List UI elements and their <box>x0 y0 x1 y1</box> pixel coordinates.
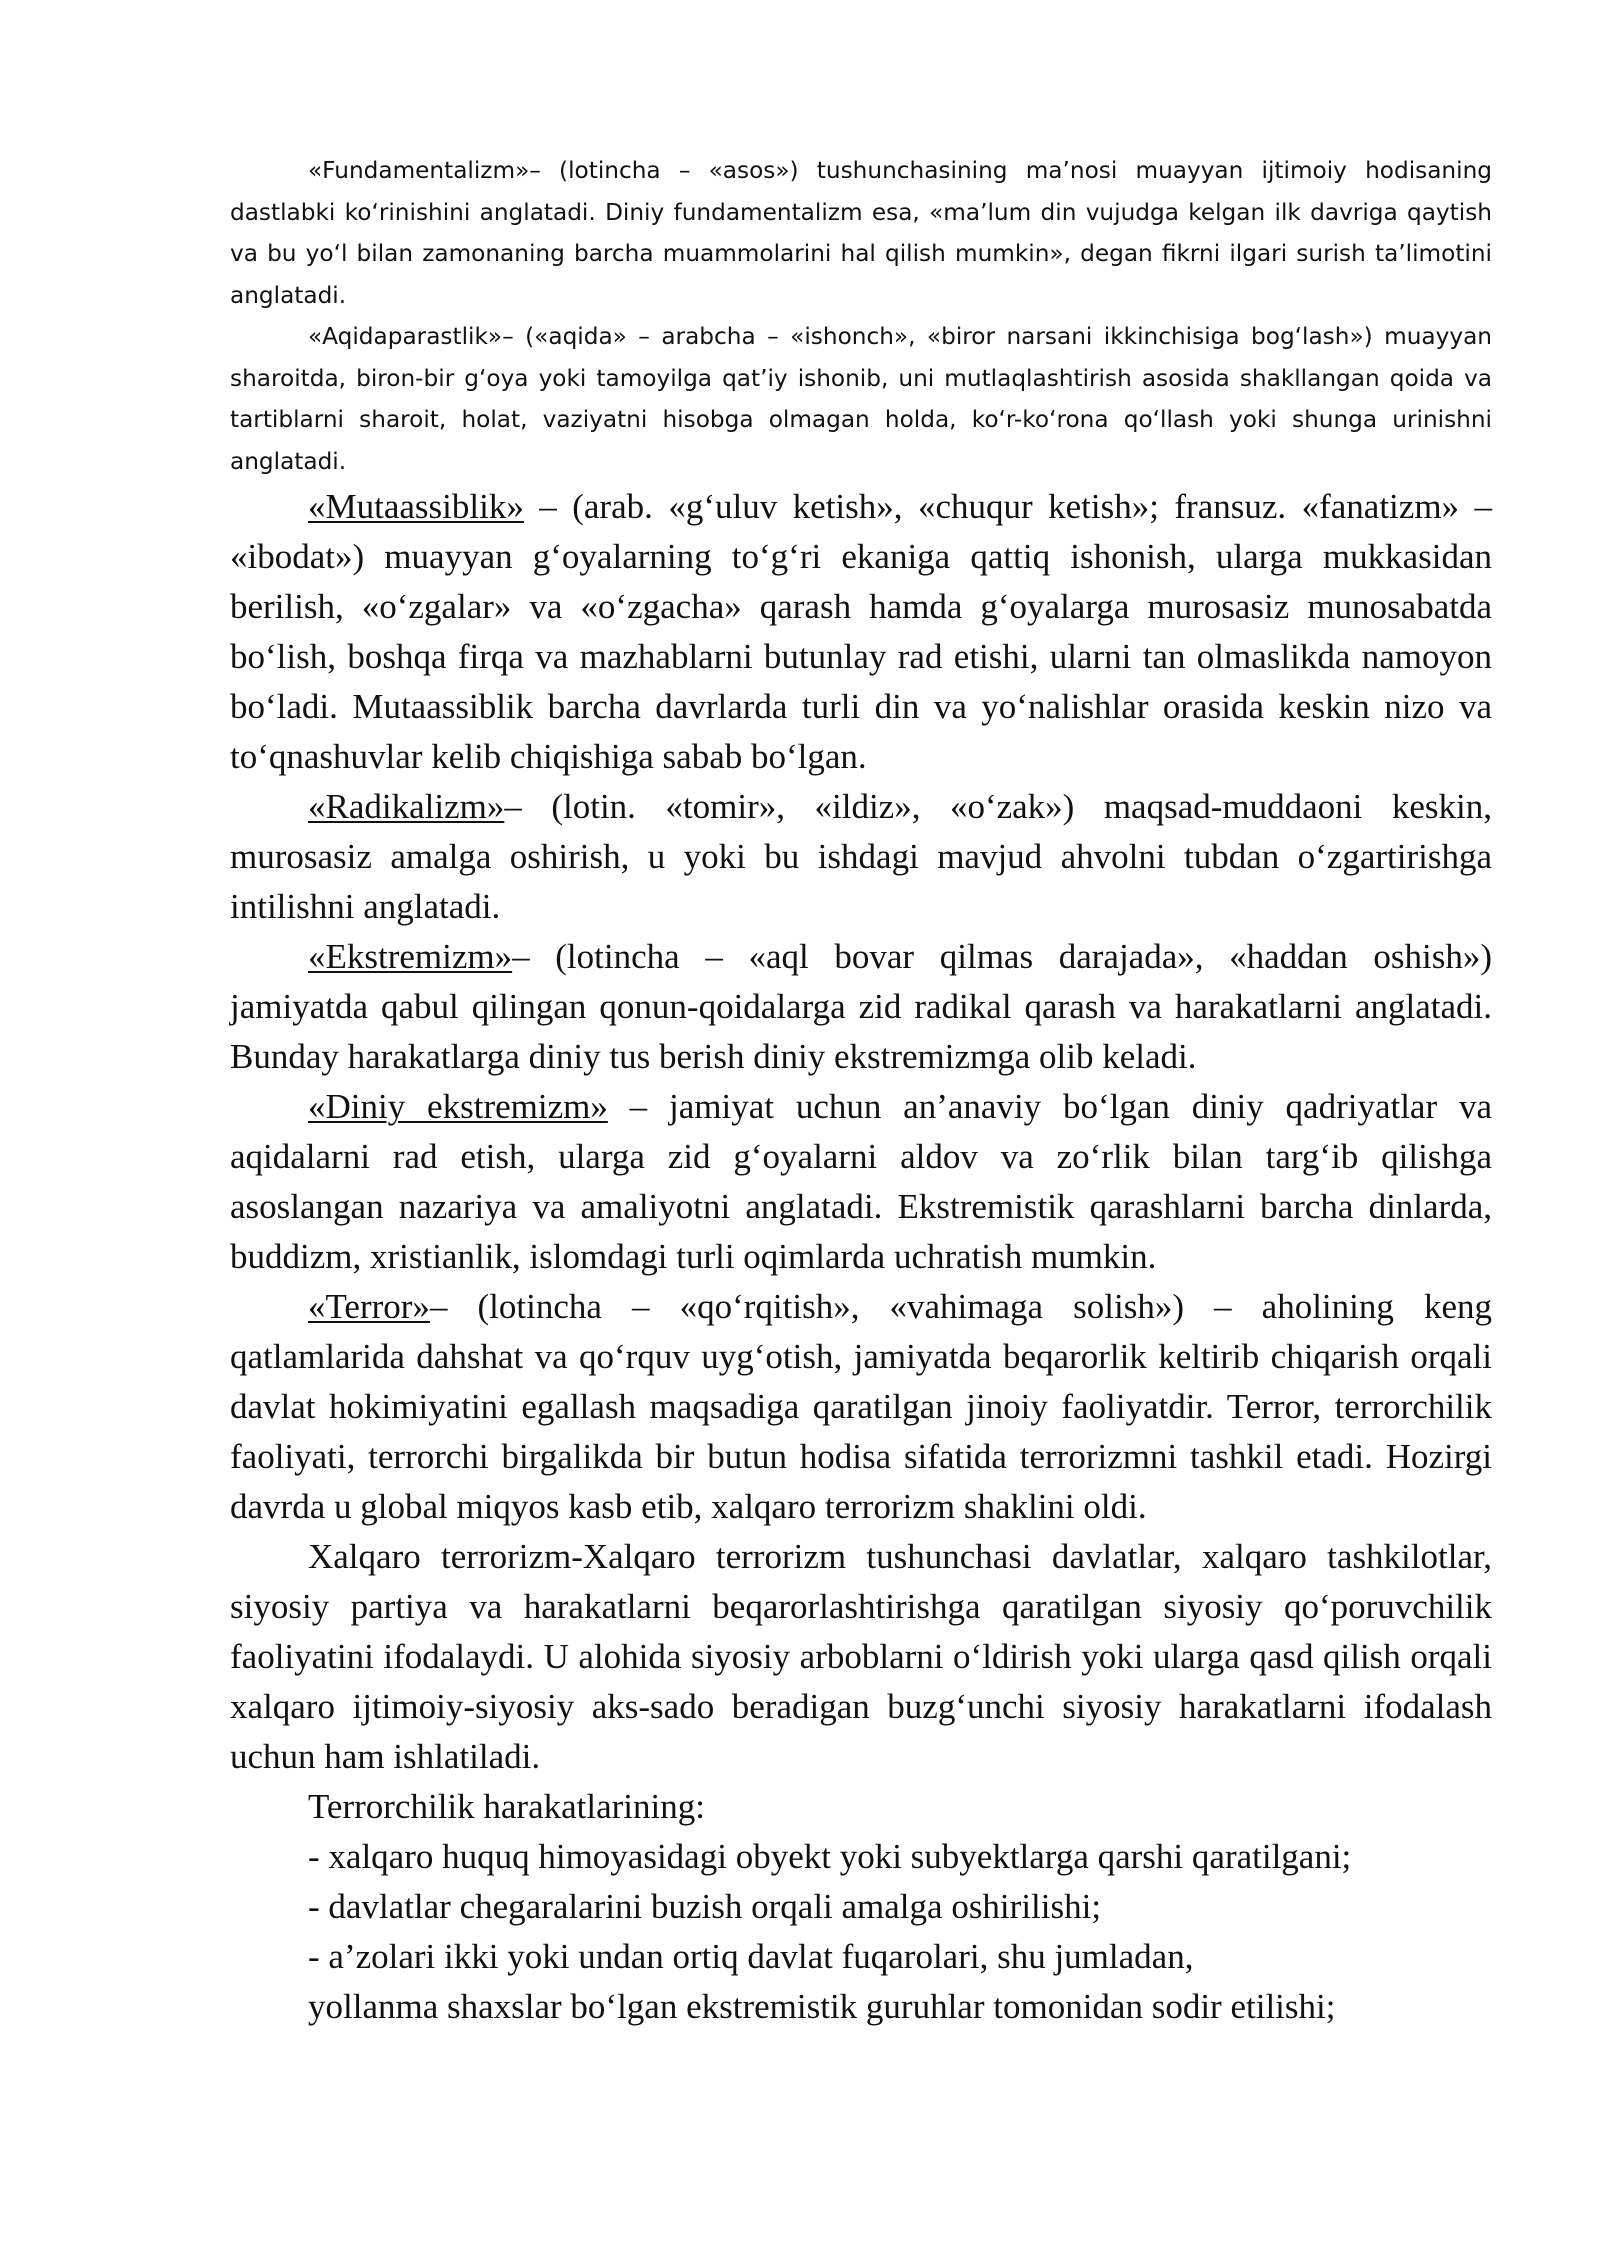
list-item: - a’zolari ikki yoki undan ortiq davlat fuqarolari, shu jumladan, <box>308 1937 1194 1976</box>
paragraph-text: – (lotin. «tomir», «ildiz», «o‘zak») maqsad-muddaoni keskin, murosasiz amalga oshirish, u yoki bu ishdagi mavjud ahvolni tubdan o‘zgartirishga intilishni anglatadi. <box>230 787 1492 926</box>
paragraph-text: «Aqidaparastlik»– («aqida» – arabcha – «ishonch», «biror narsani ikkinchisiga bog‘lash») muayyan sharoitda, biron-bir g‘oya yoki tamoyilga qat’iy ishonib, uni mutlaqlashtirish asosida shakllangan qoida va tartiblarni sharoit, holat, vaziyatni hisobga olmagan holda, ko‘r-ko‘rona qo‘llash yoki shunga urinishni anglatadi. <box>230 323 1492 475</box>
document-page <box>230 150 1492 2032</box>
term-terror: «Terror» <box>308 1287 430 1326</box>
paragraph-aqidaparastlik <box>230 316 1492 482</box>
term-ekstremizm: «Ekstremizm» <box>308 937 513 976</box>
list-heading: Terrorchilik harakatlarining: <box>308 1787 705 1826</box>
paragraph-text: Xalqaro terrorizm-Xalqaro terrorizm tushunchasi davlatlar, xalqaro tashkilotlar, siyosiy partiya va harakatlarni beqarorlashtirishga qaratilgan siyosiy qo‘poruvchilik faoliyatini ifodalaydi. U alohida siyosiy arboblarni o‘ldirish yoki ularga qasd qilish orqali xalqaro ijtimoiy-siyosiy aks-sado beradigan buzg‘unchi siyosiy harakatlarni ifodalash uchun ham ishlatiladi. <box>230 1537 1492 1776</box>
paragraph-xalqaro-terrorizm <box>230 1532 1492 1782</box>
term-diniy-ekstremizm: «Diniy ekstremizm» <box>308 1087 608 1126</box>
paragraph-fundamentalizm <box>230 150 1492 316</box>
paragraph-radikalizm <box>230 782 1492 932</box>
paragraph-text: – (lotincha – «qo‘rqitish», «vahimaga solish») – aholining keng qatlamlarida dahshat va qo‘rquv uyg‘otish, jamiyatda beqarorlik keltirib chiqarish orqali davlat hokimiyatini egallash maqsadiga qaratilgan jinoiy faoliyatdir. Terror, terrorchilik faoliyati, terrorchi birgalikda bir butun hodisa sifatida terrorizmni tashkil etadi. Hozirgi davrda u global miqyos kasb etib, xalqaro terrorizm shaklini oldi. <box>230 1287 1492 1526</box>
list-item: - xalqaro huquq himoyasidagi obyekt yoki subyektlarga qarshi qaratilgani; <box>308 1837 1352 1876</box>
list-item: - davlatlar chegaralarini buzish orqali amalga oshirilishi; <box>308 1887 1102 1926</box>
list-item: yollanma shaxslar bo‘lgan ekstremistik guruhlar tomonidan sodir etilishi; <box>308 1987 1336 2026</box>
paragraph-text: – jamiyat uchun an’anaviy bo‘lgan diniy qadriyatlar va aqidalarni rad etish, ularga zid g‘oyalarni aldov va zo‘rlik bilan targ‘ib qilishga asoslangan nazariya va amaliyotni anglatadi. Ekstremistik qarashlarni barcha dinlarda, buddizm, xristianlik, islomdagi turli oqimlarda uchratish mumkin. <box>230 1087 1492 1276</box>
paragraph-text: – (lotincha – «aql bovar qilmas darajada», «haddan oshish») jamiyatda qabul qilingan qonun-qoidalarga zid radikal qarash va harakatlarni anglatadi. Bunday harakatlarga diniy tus berish diniy ekstremizmga olib keladi. <box>230 937 1492 1076</box>
paragraph-mutaassiblik <box>230 482 1492 782</box>
term-mutaassiblik: «Mutaassiblik» <box>308 487 524 526</box>
paragraph-diniy-ekstremizm <box>230 1082 1492 1282</box>
paragraph-text: – (arab. «g‘uluv ketish», «chuqur ketish»; fransuz. «fanatizm» – «ibodat») muayyan g‘oyalarning to‘g‘ri ekaniga qattiq ishonish, ularga mukkasidan berilish, «o‘zgalar» va «o‘zgacha» qarash hamda g‘oyalarga murosasiz munosabatda bo‘lish, boshqa firqa va mazhablarni butunlay rad etishi, ularni tan olmaslikda namoyon bo‘ladi. Mutaassiblik barcha davrlarda turli din va yo‘nalishlar orasida keskin nizo va to‘qnashuvlar kelib chiqishiga sabab bo‘lgan. <box>230 487 1492 776</box>
term-radikalizm: «Radikalizm» <box>308 787 505 826</box>
paragraph-terror <box>230 1282 1492 1532</box>
paragraph-text: «Fundamentalizm»– (lotincha – «asos») tushunchasining ma’nosi muayyan ijtimoiy hodisaning dastlabki ko‘rinishini anglatadi. Diniy fundamentalizm esa, «ma’lum din vujudga kelgan ilk davriga qaytish va bu yo‘l bilan zamonaning barcha muammolarini hal qilish mumkin», degan fikrni ilgari surish ta’limotini anglatadi. <box>230 157 1492 309</box>
paragraph-ekstremizm <box>230 932 1492 1082</box>
